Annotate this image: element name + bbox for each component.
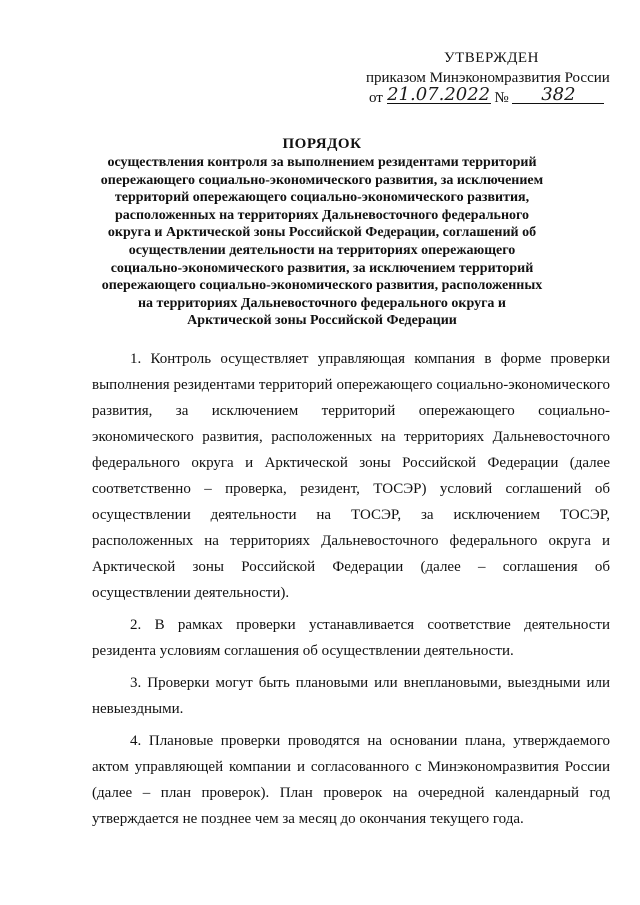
approval-date-line (369, 84, 604, 108)
paragraph-3: 3. Проверки могут быть плановыми или внеплановыми, выездными или невыездными. (92, 675, 610, 717)
date-prefix: от (369, 90, 383, 106)
paragraph-4: 4. Плановые проверки проводятся на основании плана, утверждаемого актом управляющей компании и согласованного с Минэкономразвития России (далее – план проверок). План проверок на очередной календарный год утверждается не позднее чем за месяц до окончания текущего года. (92, 733, 610, 827)
paragraph-1: 1. Контроль осуществляет управляющая компания в форме проверки выполнения резидентами территорий опережающего социально-экономического развития, за исключением территорий опережающего социально-экономического развития, расположенных на территориях Дальневосточного федерального округа и Арктической зоны Российской Федерации (далее соответственно – проверка, резидент, ТОСЭР) условий соглашений об осуществлении деятельности на ТОСЭР, за исключением ТОСЭР, расположенных на территориях Дальневосточного федерального округа и Арктической зоны Российской Федерации (далее – соглашения об осуществлении деятельности). (92, 351, 610, 601)
approval-order-line: приказом Минэкономразвития России (366, 70, 610, 86)
paragraph-2: 2. В рамках проверки устанавливается соответствие деятельности резидента условиям соглашения об осуществлении деятельности. (92, 617, 610, 659)
document-body (92, 346, 610, 838)
number-prefix: № (494, 90, 509, 106)
handwritten-number: 382 (512, 87, 604, 104)
title-block (100, 134, 544, 330)
document-subtitle: осуществления контроля за выполнением резидентами территорий опережающего социально-экономического развития, за исключением территорий опережающего социально-экономического развития, расположенных на территориях Дальневосточного федерального округа и Арктической зоны Российской Федерации, соглашений об осуществлении деятельности на территориях опережающего социально-экономического развития, за исключением территорий опережающего социально-экономического развития, расположенных на территориях Дальневосточного федерального округа и Арктической зоны Российской Федерации (100, 155, 544, 329)
approved-stamp-text: УТВЕРЖДЕН (444, 50, 539, 66)
handwritten-date: 21.07.2022 (387, 84, 491, 105)
document-title: ПОРЯДОК (282, 136, 362, 152)
